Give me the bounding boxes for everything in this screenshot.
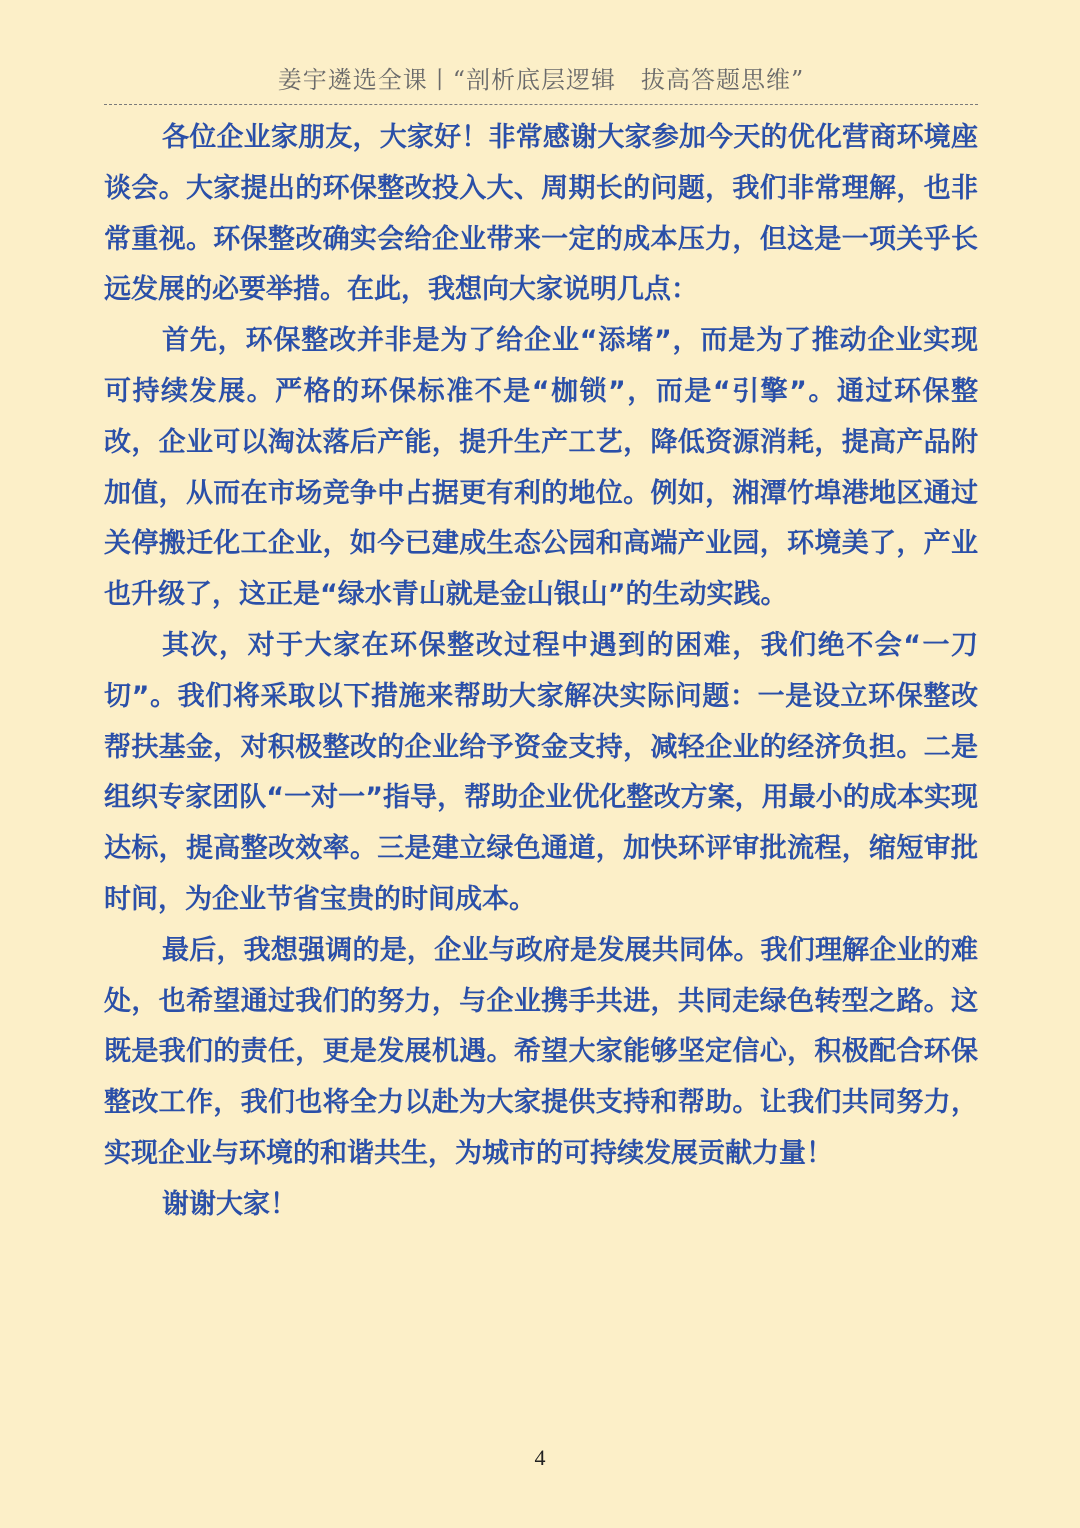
paragraph-opening: 各位企业家朋友，大家好！非常感谢大家参加今天的优化营商环境座谈会。大家提出的环保整改投入大、周期长的问题，我们非常理解，也非常重视。环保整改确实会给企业带来一定的成本压力，但这是一项关乎长远发展的必要举措。在此，我想向大家说明几点： <box>104 122 978 306</box>
paragraph-final-point: 最后，我想强调的是，企业与政府是发展共同体。我们理解企业的难处，也希望通过我们的努力，与企业携手共进，共同走绿色转型之路。这既是我们的责任，更是发展机遇。希望大家能够坚定信心，积极配合环保整改工作，我们也将全力以赴为大家提供支持和帮助。让我们共同努力，实现企业与环境的和谐共生，为城市的可持续发展贡献力量！ <box>104 934 978 1169</box>
paragraph-first-point: 首先，环保整改并非是为了给企业“添堵”，而是为了推动企业实现可持续发展。严格的环保标准不是“枷锁”，而是“引擎”。通过环保整改，企业可以淘汰落后产能，提升生产工艺，降低资源消耗，提高产品附加值，从而在市场竞争中占据更有利的地位。例如，湘潭竹埠港地区通过关停搬迁化工企业，如今已建成生态公园和高端产业园，环境美了，产业也升级了，这正是“绿水青山就是金山银山”的生动实践。 <box>104 325 978 611</box>
page-header: 姜宇遴选全课丨“剖析底层逻辑 拔高答题思维” <box>104 60 978 105</box>
paragraph-second-point: 其次，对于大家在环保整改过程中遇到的困难，我们绝不会“一刀切”。我们将采取以下措施来帮助大家解决实际问题：一是设立环保整改帮扶基金，对积极整改的企业给予资金支持，减轻企业的经济负担。二是组织专家团队“一对一”指导，帮助企业优化整改方案，用最小的成本实现达标，提高整改效率。三是建立绿色通道，加快环评审批流程，缩短审批时间，为企业节省宝贵的时间成本。 <box>104 629 978 915</box>
paragraph-closing: 谢谢大家！ <box>162 1188 298 1220</box>
speech-body <box>104 113 978 1231</box>
page-number: 4 <box>534 1445 546 1470</box>
